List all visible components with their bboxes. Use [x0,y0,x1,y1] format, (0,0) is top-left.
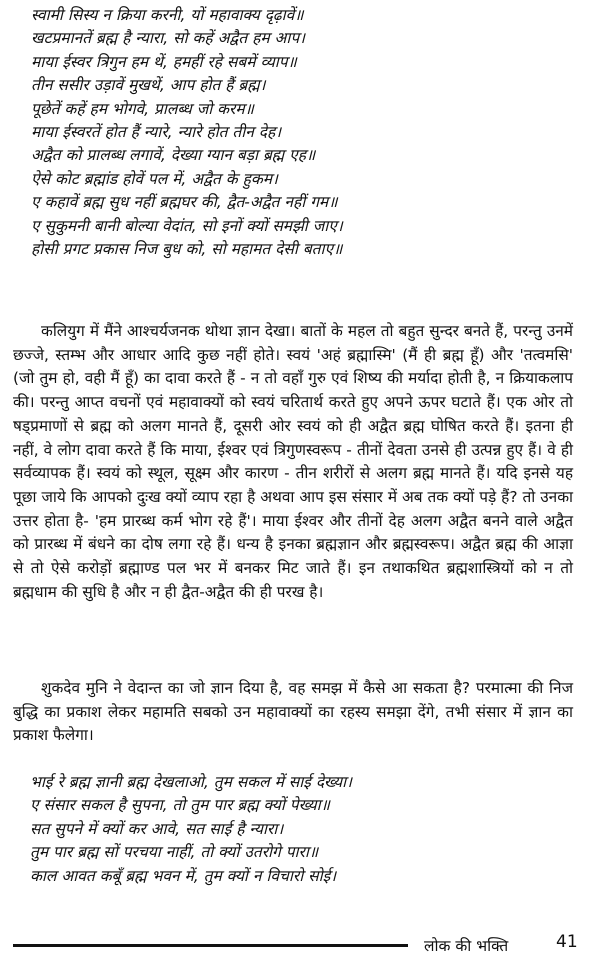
verse-line: काल आवत कबूँ ब्रह्म भवन में, तुम क्यों न विचारो सोई। [30,866,337,885]
verse-line: ऐसे कोट ब्रह्मांड होवें पल में, अद्वैत के हुकम। [31,169,278,188]
commentary-paragraph-1: कलियुग में मैंने आश्चर्यजनक थोथा ज्ञान देखा। बातों के महल तो बहुत सुन्दर बनते हैं, परन्तु उनमें छज्जे, स्तम्भ और आधार आदि कुछ नहीं होते। स्वयं 'अहं ब्रह्मास्मि' (मैं ही ब्रह्म हूँ) और 'तत्वमसि' (जो तुम हो, वही मैं हूँ) का दावा करते हैं - न तो वहाँ गुरु एवं शिष्य की मर्यादा होती है, न क्रियाकलाप की। परन्तु आप्त वचनों एवं महावाक्यों को स्वयं चरितार्थ करते हुए अपने ऊपर घटाते हैं। एक ओर तो षड्प्रमाणों से ब्रह्म को अलग मानते हैं, दूसरी ओर स्वयं को ही अद्वैत ब्रह्म घोषित करते हैं। इतना ही नहीं, वे लोग दावा करते हैं कि माया, ईश्वर एवं त्रिगुणस्वरूप - तीनों देवता उनसे ही उत्पन्न हुए हैं। वे ही सर्वव्यापक हैं। स्वयं को स्थूल, सूक्ष्म और कारण - तीन शरीरों से अलग ब्रह्म मानते हैं। यदि इनसे यह पूछा जाये कि आपको दुःख क्यों व्याप रहा है अथवा आप इस संसार में अब तक क्यों पड़े हैं? तो उनका उत्तर होता है- 'हम प्रारब्ध कर्म भोग रहे हैं'। माया ईश्वर और तीनों देह अलग अद्वैत बनने वाले अद्वैत को प्रारब्ध में बंधने का दोष लगा रहे हैं। धन्य है इनका ब्रह्मज्ञान और ब्रह्मस्वरूप। अद्वैत ब्रह्म की आज्ञा से तो ऐसे करोड़ों ब्रह्माण्ड पल भर में बनकर मिट जाते हैं। इन तथाकथित ब्रह्मशास्त्रियों को न तो ब्रह्मधाम की सुधि है और न ही द्वैत-अद्वैत की ही परख है। [13,322,573,601]
verse-line: तुम पार ब्रह्म सों परचया नाहीं, तो क्यों उतरोगे पारा॥ [30,843,319,862]
footer-rule [13,944,408,947]
verse-line: भाई रे ब्रह्म ज्ञानी ब्रह्म देखलाओ, तुम सकल में साई देख्या। [30,773,352,791]
verse-line: ए सुकुमनी बानी बोल्या वेदांत, सो इनों क्यों समझी जाए। [31,216,343,235]
verse-line: माया ईस्वर त्रिगुन हम थें, हमहीं रहे सबमें व्याप॥ [31,52,297,71]
verse-line: ए संसार सकल है सुपना, तो तुम पार ब्रह्म क्यों पेख्या॥ [30,796,330,815]
verse-block-bottom [0,771,600,888]
verse-line: खटप्रमानतें ब्रह्म है न्यारा, सो कहें अद्वैत हम आप। [31,29,306,48]
verse-line: अद्वैत को प्रालब्ध लगावें, देख्या ग्यान बड़ा ब्रह्म एह॥ [31,146,316,165]
page-footer [0,930,600,960]
page-number: 41 [556,932,578,952]
verse-line: ए कहावें ब्रह्म सुध नहीं ब्रह्मघर की, द्वैत-अद्वैत नहीं गम॥ [31,193,338,212]
verse-line: स्वामी सिस्य न क्रिया करनी, यों महावाक्य दृढ़ावें॥ [31,6,304,24]
verse-line: तीन ससीर उड़ावें मुखथें, आप होत हैं ब्रह्म। [31,76,266,95]
verse-line: माया ईस्वरतें होत हैं न्यारे, न्यारे होत तीन देह। [31,123,282,142]
verse-line: पूछेतें कहें हम भोगवे, प्रालब्ध जो करम॥ [31,99,254,118]
verse-line: सत सुपने में क्यों कर आवे, सत साई है न्यारा। [30,819,284,838]
verse-line: होसी प्रगट प्रकास निज बुध को, सो महामत देसी बताए॥ [31,240,343,259]
commentary-paragraph-2: शुकदेव मुनि ने वेदान्त का जो ज्ञान दिया है, वह समझ में कैसे आ सकता है? परमात्मा की निज बुद्धि का प्रकाश लेकर महामति सबको उन महावाक्यों का रहस्य समझा देंगे, तभी संसार में ज्ञान का प्रकाश फैलेगा। [13,679,573,745]
verse-block-top [0,4,600,261]
running-title: लोक की भक्ति [424,937,509,955]
